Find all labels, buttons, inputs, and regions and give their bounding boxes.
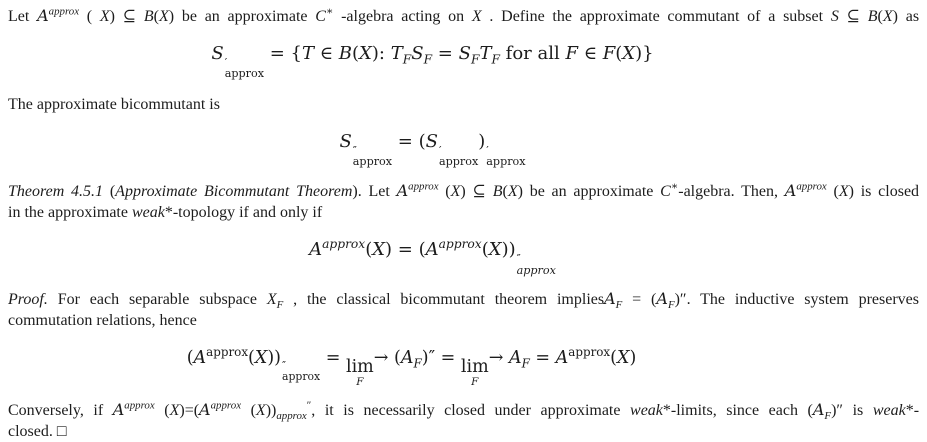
equation-approx-commutant: S ′ approx = {T ∈ B(X): $T_FS_F = S_FT_F$ for all F ∈ F(X)} <box>211 43 654 81</box>
equation-inductive-limit: $(A^{approx}(X))$ ″ approx = lim F → $(A_F)''$ = lim F → $A_F = A^{approx}(X)$ <box>186 344 637 388</box>
text-line: Theorem 4.5.1 (Approximate Bicommutant Theorem). Let $A^{approx}$ (X) ⊆ B(X) be an approximate C∗-algebra. Then, $A^{approx}$ (X) is closed <box>8 181 920 201</box>
text-line: closed. □ <box>8 423 67 441</box>
text-line: Let $A^{approx}$ ( X) ⊆ B(X) be an approximate C∗ -algebra acting on X . Define the approximate commutant of a subset S ⊆ B(X) as <box>8 5 920 25</box>
equation-approx-bicommutant: S ″ approx = (S ′ approx ) ′ approx <box>339 131 526 169</box>
proof-paragraph <box>8 288 919 331</box>
text-line: The approximate bicommutant is <box>8 96 220 114</box>
text-line: in the approximate weak*-topology if and only if <box>8 204 323 222</box>
text-line: Proof. For each separable subspace $X_F$ , the classical bicommutant theorem impliesA$_F$ = $(A_F)''$. The inductive system preserves <box>8 288 919 311</box>
bicommutant-intro-paragraph <box>8 94 919 115</box>
text-line: Conversely, if $A^{approx}$ $(X)=(A^{approx}$ $(X))_{approx}''$, it is necessarily closed under approximate weak*-limits, since each $(A_F)''$ is weak*- <box>8 399 920 423</box>
text-line: commutation relations, hence <box>8 311 197 329</box>
theorem-paragraph <box>8 180 919 223</box>
conclusion-paragraph <box>8 399 919 442</box>
equation-bicommutant-identity: $A^{approx}(X) = (A^{approx}(X))$ ″ approx <box>309 237 556 277</box>
intro-paragraph <box>8 5 919 27</box>
